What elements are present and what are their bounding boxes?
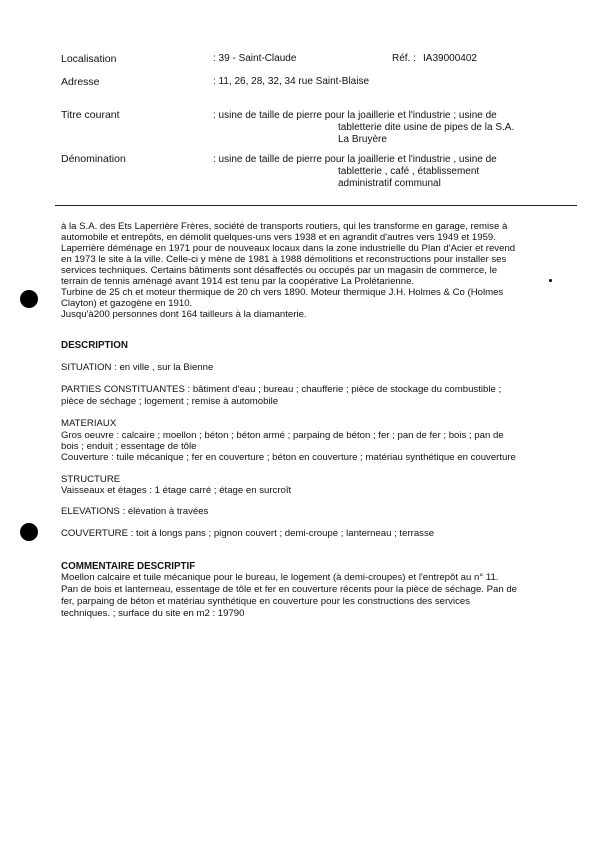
- commentaire-line-3: fer, parpaing de béton et matériau synthétique en couverture pour les constructions des services: [61, 596, 471, 607]
- denomination-label: Dénomination: [61, 153, 126, 165]
- titre-label: Titre courant: [61, 109, 120, 121]
- materiaux-line-3: Couverture : tuile mécanique ; fer en couverture ; béton en couverture ; matériau synthétique en couverture: [61, 452, 516, 463]
- history-line-6: terrain de tennis aménagé avant 1914 est tenu par la coopérative La Prolétarienne.: [61, 276, 415, 287]
- parties-line-1: PARTIES CONSTITUANTES : bâtiment d'eau ; bureau ; chaufferie ; pièce de stockage du combustible ;: [61, 384, 502, 395]
- elevations-line: ELEVATIONS : élévation à travées: [61, 506, 209, 517]
- commentaire-line-1: Moellon calcaire et tuile mécanique pour le bureau, le logement (à demi-croupes) et l'entrepôt au n° 11.: [61, 572, 499, 583]
- denomination-line-1: : usine de taille de pierre pour la joaillerie et l'industrie , usine de: [213, 154, 497, 165]
- ref-label: Réf. :: [392, 53, 416, 64]
- denomination-line-3: administratif communal: [338, 178, 441, 189]
- history-line-2: automobile et entrepôts, en démolit quelques-uns vers 1938 et en agrandit d'autres vers 1949 et 1959.: [61, 232, 496, 243]
- structure-line: Vaisseaux et étages : 1 étage carré ; étage en surcroît: [61, 485, 292, 496]
- history-line-4: en 1973 le site à la ville. Celle-ci y mène de 1981 à 1988 démolitions et reconstructions pour installer ses: [61, 254, 507, 265]
- materiaux-heading: MATERIAUX: [61, 418, 117, 429]
- history-line-9: Jusqu'à200 personnes dont 164 tailleurs à la diamanterie.: [61, 309, 307, 320]
- titre-line-1: : usine de taille de pierre pour la joaillerie et l'industrie ; usine de: [213, 110, 497, 121]
- ref-value: IA39000402: [423, 53, 477, 64]
- commentaire-line-4: techniques. ; surface du site en m2 : 19790: [61, 608, 245, 619]
- couverture-line: COUVERTURE : toit à longs pans ; pignon couvert ; demi-croupe ; lanterneau ; terrasse: [61, 528, 435, 539]
- adresse-label: Adresse: [61, 76, 100, 88]
- titre-line-3: La Bruyère: [338, 134, 387, 145]
- localisation-label: Localisation: [61, 53, 117, 65]
- structure-heading: STRUCTURE: [61, 474, 121, 485]
- situation-line: SITUATION : en ville , sur la Bienne: [61, 362, 214, 373]
- header-divider: [55, 205, 577, 206]
- history-line-5: services techniques. Certains bâtiments sont désaffectés ou occupés par un magasin de commerce, le: [61, 265, 498, 276]
- ink-speck: [549, 279, 552, 282]
- punch-hole-bottom: [20, 523, 38, 541]
- punch-hole-top: [20, 290, 38, 308]
- history-line-1: à la S.A. des Ets Laperrière Frères, société de transports routiers, qui les transforme en garage, remise à: [61, 221, 508, 232]
- commentaire-heading: COMMENTAIRE DESCRIPTIF: [61, 561, 196, 572]
- history-line-3: Laperrière déménage en 1971 pour de nouveaux locaux dans la zone industrielle du Plan d'Acier et revend: [61, 243, 516, 254]
- parties-line-2: pièce de séchage ; logement ; remise à automobile: [61, 396, 279, 407]
- denomination-line-2: tabletterie , café , établissement: [338, 166, 480, 177]
- history-line-7: Turbine de 25 ch et moteur thermique de 20 ch vers 1890. Moteur thermique J.H. Holmes & Co (Holmes: [61, 287, 504, 298]
- adresse-value: : 11, 26, 28, 32, 34 rue Saint-Blaise: [213, 76, 370, 87]
- titre-line-2: tabletterie dite usine de pipes de la S.A.: [338, 122, 515, 133]
- materiaux-line-2: bois ; enduit ; essentage de tôle: [61, 441, 197, 452]
- localisation-value: : 39 - Saint-Claude: [213, 53, 297, 64]
- commentaire-line-2: Pan de bois et lanterneau, essentage de tôle et fer en couverture récents pour la pièce de séchage. Pan de: [61, 584, 518, 595]
- description-heading: DESCRIPTION: [61, 340, 128, 351]
- materiaux-line-1: Gros oeuvre : calcaire ; moellon ; béton ; béton armé ; parpaing de béton ; fer ; pan de fer ; bois ; pan de: [61, 430, 504, 441]
- history-line-8: Clayton) et gazogène en 1910.: [61, 298, 193, 309]
